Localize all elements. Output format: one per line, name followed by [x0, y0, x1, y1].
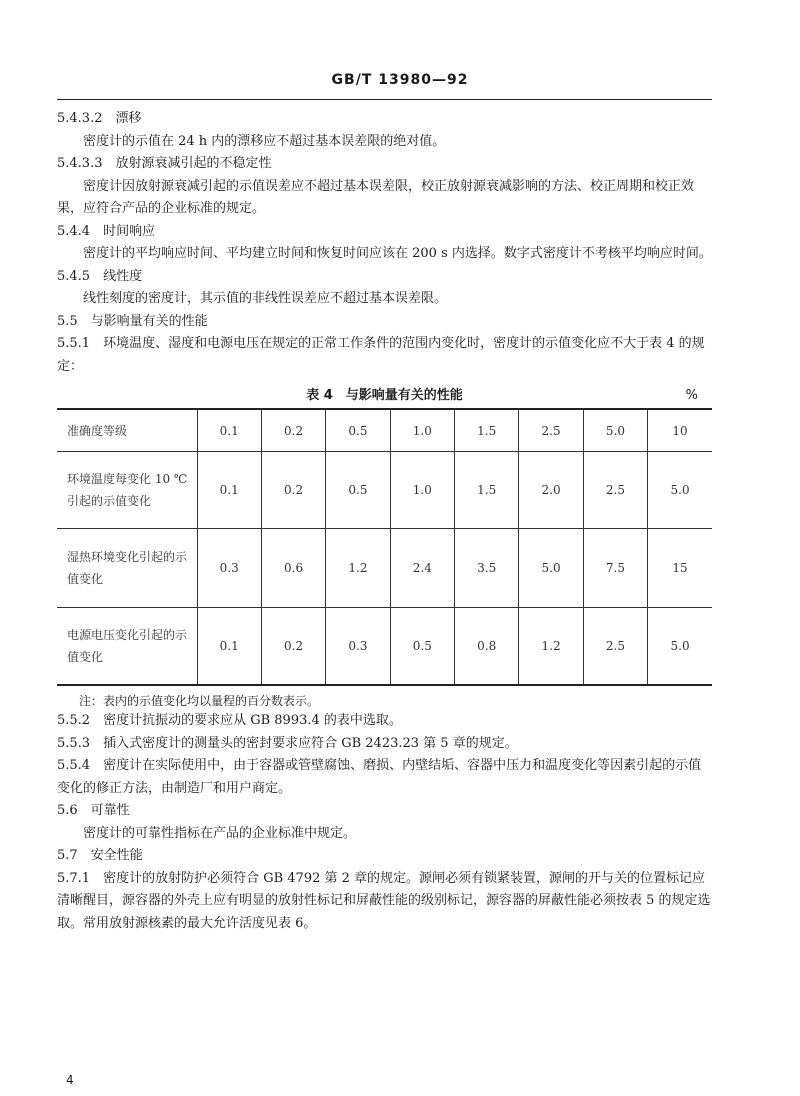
table-cell: 0.8 [455, 608, 519, 686]
heading-5-4-4: 5.4.4 时间响应 [57, 223, 156, 239]
table-cell: 0.2 [261, 608, 325, 686]
heading-5-7: 5.7 安全性能 [57, 848, 143, 863]
table-cell: 2.5 [519, 409, 583, 452]
heading-5-6: 5.6 可靠性 [57, 803, 130, 818]
table-4-title: 表 4 与影响量有关的性能 [306, 388, 463, 403]
para-5-7-1: 5.7.1 密度计的放射防护必须符合 GB 4792 第 2 章的规定。源闸必须有锁紧装置，源闸的开与关的位置标记应清晰醒目，源容器的外壳上应有明显的放射性标记和屏蔽性能的级别标记，源容器的屏蔽性能必须按表 5 的规定选取。常用放射源核素的最大允许活度见表 6。 [57, 870, 711, 931]
heading-5-4-5: 5.4.5 线性度 [57, 268, 143, 284]
table-4-caption [57, 384, 712, 408]
table-cell: 0.5 [326, 452, 390, 529]
body-5-4-5: 线性刻度的密度计，其示值的非线性误差应不超过基本误差限。 [83, 291, 448, 306]
table-4-unit: % [685, 388, 698, 403]
para-5-5-4: 5.5.4 密度计在实际使用中，由于容器或管壁腐蚀、磨损、内壁结垢、容器中压力和温度变化等因素引起的示值变化的修正方法，由制造厂和用户商定。 [57, 758, 702, 796]
document-body [57, 108, 712, 935]
paragraphs-bottom [57, 710, 712, 935]
table-cell: 0.5 [326, 409, 390, 452]
table-cell: 2.4 [390, 529, 454, 608]
table-cell: 1.2 [326, 529, 390, 608]
table-cell: 1.0 [390, 452, 454, 529]
body-5-4-3-2: 密度计的示值在 24 h 内的漂移应不超过基本误差限的绝对值。 [83, 133, 446, 149]
table-cell: 0.3 [197, 529, 261, 608]
table-cell: 0.2 [261, 452, 325, 529]
heading-5-4-3-3: 5.4.3.3 放射源衰减引起的不稳定性 [57, 156, 272, 171]
table-cell: 2.0 [519, 452, 583, 529]
table-cell: 0.3 [326, 608, 390, 686]
table-cell: 10 [648, 409, 712, 452]
page-number: 4 [66, 1073, 74, 1087]
table-row [57, 409, 712, 452]
page-header [0, 72, 800, 88]
table-4-note: 注：表内的示值变化均以量程的百分数表示。 [79, 694, 320, 708]
table-cell: 0.1 [197, 452, 261, 529]
para-5-5-1: 5.5.1 环境温度、湿度和电源电压在规定的正常工作条件的范围内变化时，密度计的示值变化应不大于表 4 的规定： [57, 336, 705, 374]
table-cell: 1.5 [455, 452, 519, 529]
body-5-6: 密度计的可靠性指标在产品的企业标准中规定。 [83, 825, 357, 841]
table-cell: 5.0 [648, 608, 712, 686]
table-cell: 7.5 [583, 529, 647, 608]
row-label: 环境温度每变化 10 ℃引起的示值变化 [57, 452, 197, 529]
table-cell: 0.6 [261, 529, 325, 608]
header-rule [57, 99, 712, 100]
table-cell: 0.5 [390, 608, 454, 686]
table-cell: 0.1 [197, 608, 261, 686]
table-cell: 1.5 [455, 409, 519, 452]
table-row [57, 529, 712, 608]
heading-5-5: 5.5 与影响量有关的性能 [57, 313, 208, 329]
table-cell: 5.0 [583, 409, 647, 452]
table-cell: 15 [648, 529, 712, 608]
paragraphs-top [57, 108, 712, 378]
row-label: 准确度等级 [57, 409, 197, 452]
table-cell: 5.0 [648, 452, 712, 529]
table-cell: 1.2 [519, 608, 583, 686]
body-5-4-3-3: 密度计因放射源衰减引起的示值误差应不超过基本误差限，校正放射源衰减影响的方法、校正周期和校正效果，应符合产品的企业标准的规定。 [57, 178, 695, 216]
body-5-4-4: 密度计的平均响应时间、平均建立时间和恢复时间应该在 200 s 内选择。数字式密度计不考核平均响应时间。 [83, 246, 712, 261]
row-label: 电源电压变化引起的示值变化 [57, 608, 197, 686]
table-cell: 1.0 [390, 409, 454, 452]
table-cell: 0.1 [197, 409, 261, 452]
table-cell: 2.5 [583, 608, 647, 686]
heading-5-4-3-2: 5.4.3.2 漂移 [57, 111, 142, 126]
table-row [57, 608, 712, 686]
table-cell: 5.0 [519, 529, 583, 608]
table-cell: 0.2 [261, 409, 325, 452]
row-label: 湿热环境变化引起的示值变化 [57, 529, 197, 608]
para-5-5-3: 5.5.3 插入式密度计的测量头的密封要求应符合 GB 2423.23 第 5 章的规定。 [57, 735, 518, 751]
table-cell: 3.5 [455, 529, 519, 608]
para-5-5-2: 5.5.2 密度计抗振动的要求应从 GB 8993.4 的表中选取。 [57, 713, 402, 728]
table-4 [57, 408, 712, 686]
table-row [57, 452, 712, 529]
table-cell: 2.5 [583, 452, 647, 529]
standard-id: GB/T 13980—92 [331, 72, 469, 88]
